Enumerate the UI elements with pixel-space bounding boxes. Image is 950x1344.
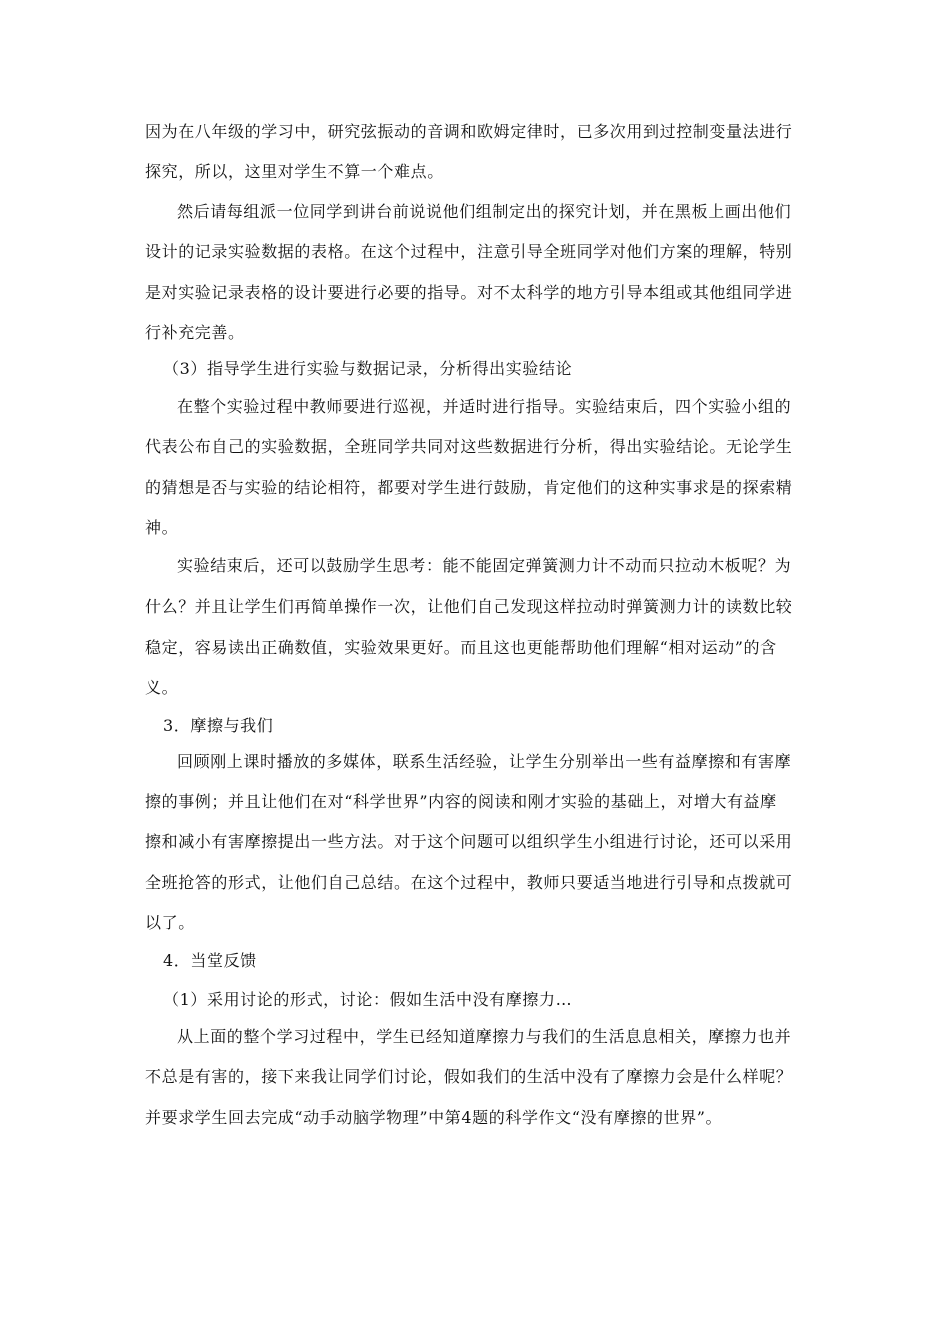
paragraph-line: 义。 (145, 678, 179, 697)
paragraph-line: 从上面的整个学习过程中，学生已经知道摩擦力与我们的生活息息相关，摩擦力也并 (177, 1027, 792, 1046)
paragraph-line: 稳定，容易读出正确数值，实验效果更好。而且这也更能帮助他们理解“相对运动”的含 (145, 638, 777, 657)
section-heading: 3．摩擦与我们 (163, 716, 274, 735)
paragraph-line: 行补充完善。 (145, 323, 245, 342)
paragraph-line: 擦和减小有害摩擦提出一些方法。对于这个问题可以组织学生小组进行讨论，还可以采用 (145, 832, 793, 851)
paragraph-line: 因为在八年级的学习中，研究弦振动的音调和欧姆定律时，已多次用到过控制变量法进行 (145, 122, 793, 141)
section-heading: （1）采用讨论的形式，讨论：假如生活中没有摩擦力… (163, 990, 573, 1009)
paragraph-line: 不总是有害的，接下来我让同学们讨论，假如我们的生活中没有了摩擦力会是什么样呢？ (145, 1067, 793, 1086)
paragraph-line: 并要求学生回去完成“动手动脑学物理”中第4题的科学作文“没有摩擦的世界”。 (145, 1108, 723, 1127)
paragraph-line: 全班抢答的形式，让他们自己总结。在这个过程中，教师只要适当地进行引导和点拨就可 (145, 873, 793, 892)
paragraph-line: 擦的事例；并且让他们在对“科学世界”内容的阅读和刚才实验的基础上，对增大有益摩 (145, 792, 777, 811)
paragraph-line: 然后请每组派一位同学到讲台前说说他们组制定出的探究计划，并在黑板上画出他们 (177, 202, 792, 221)
paragraph-line: 神。 (145, 518, 179, 537)
paragraph-line: 回顾刚上课时播放的多媒体，联系生活经验，让学生分别举出一些有益摩擦和有害摩 (177, 752, 792, 771)
paragraph-line: 在整个实验过程中教师要进行巡视，并适时进行指导。实验结束后，四个实验小组的 (177, 397, 792, 416)
paragraph-line: 设计的记录实验数据的表格。在这个过程中，注意引导全班同学对他们方案的理解，特别 (145, 242, 793, 261)
section-heading: （3）指导学生进行实验与数据记录，分析得出实验结论 (163, 359, 573, 378)
paragraph-line: 实验结束后，还可以鼓励学生思考：能不能固定弹簧测力计不动而只拉动木板呢？为 (177, 556, 792, 575)
paragraph-line: 什么？并且让学生们再简单操作一次，让他们自己发现这样拉动时弹簧测力计的读数比较 (145, 597, 793, 616)
paragraph-line: 探究，所以，这里对学生不算一个难点。 (145, 162, 444, 181)
section-heading: 4．当堂反馈 (163, 951, 257, 970)
paragraph-line: 以了。 (145, 913, 195, 932)
paragraph-line: 代表公布自己的实验数据，全班同学共同对这些数据进行分析，得出实验结论。无论学生 (145, 437, 793, 456)
paragraph-line: 的猜想是否与实验的结论相符，都要对学生进行鼓励，肯定他们的这种实事求是的探索精 (145, 478, 793, 497)
paragraph-line: 是对实验记录表格的设计要进行必要的指导。对不太科学的地方引导本组或其他组同学进 (145, 283, 793, 302)
